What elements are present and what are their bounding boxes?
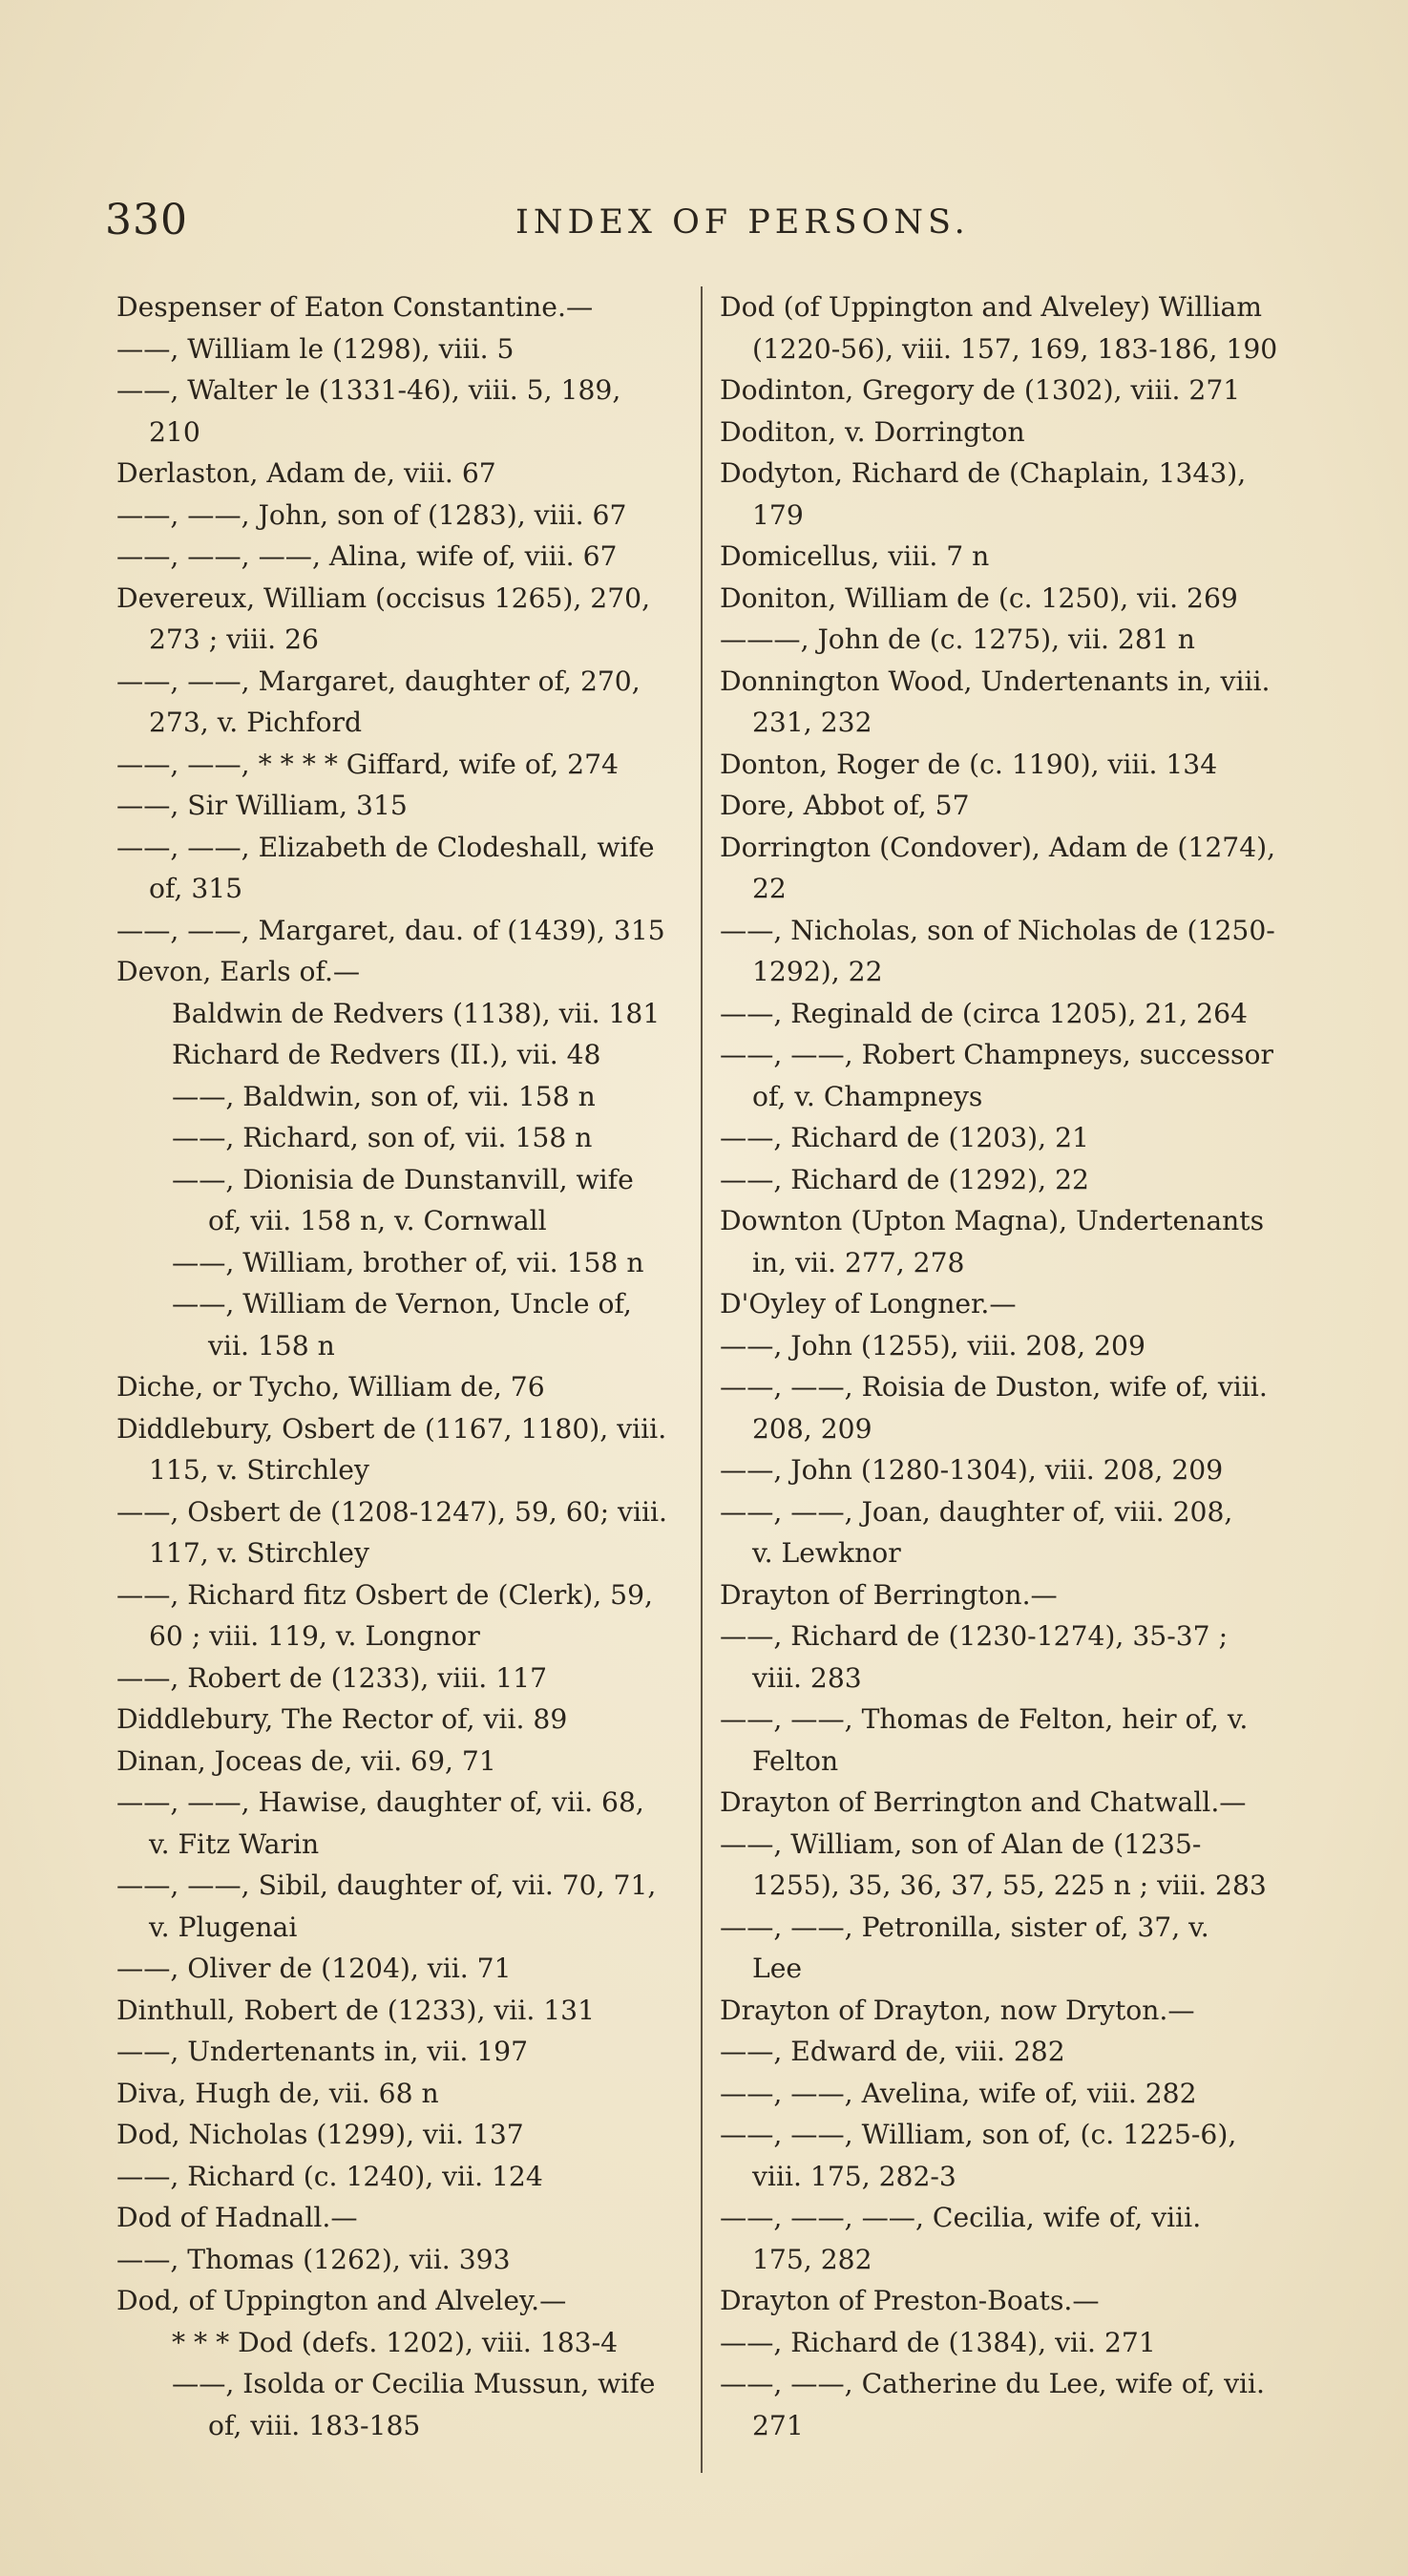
index-entry: ——, Richard (c. 1240), vii. 124 <box>116 2160 543 2192</box>
index-entry: Richard de Redvers (II.), vii. 48 <box>172 1039 601 1070</box>
index-entry: Drayton of Drayton, now Dryton.— <box>720 1994 1195 2026</box>
index-entry: ——, ——, Robert Champneys, successor <box>720 1039 1273 1070</box>
index-entry: v. Lewknor <box>752 1537 901 1569</box>
index-entry: Felton <box>752 1744 839 1777</box>
index-entry: 115, v. Stirchley <box>149 1454 369 1486</box>
index-entry: Dodyton, Richard de (Chaplain, 1343), <box>720 457 1247 489</box>
index-entry: ———, John de (c. 1275), vii. 281 n <box>720 623 1195 655</box>
index-entry: Dore, Abbot of, 57 <box>720 790 970 821</box>
index-entry: ——, ——, Margaret, dau. of (1439), 315 <box>116 914 665 946</box>
index-entry: Diche, or Tycho, William de, 76 <box>116 1371 545 1403</box>
index-entry: 271 <box>752 2409 804 2441</box>
index-entry: Dinthull, Robert de (1233), vii. 131 <box>116 1994 596 2026</box>
index-entry: ——, Baldwin, son of, vii. 158 n <box>172 1080 596 1112</box>
index-entry: ——, Nicholas, son of Nicholas de (1250- <box>720 914 1275 946</box>
index-entry: Lee <box>752 1953 803 1984</box>
index-entry: of, viii. 183-185 <box>208 2409 421 2441</box>
index-entry: Baldwin de Redvers (1138), vii. 181 <box>172 997 661 1029</box>
index-entry: of, v. Champneys <box>752 1080 983 1112</box>
index-entry: ——, ——, Roisia de Duston, wife of, viii. <box>720 1371 1268 1403</box>
index-entry: Doniton, William de (c. 1250), vii. 269 <box>720 581 1238 614</box>
index-entry: Diva, Hugh de, vii. 68 n <box>116 2077 439 2109</box>
index-entry: Drayton of Preston-Boats.— <box>720 2285 1100 2316</box>
index-entry: Dorrington (Condover), Adam de (1274), <box>720 831 1276 863</box>
column-divider <box>701 286 703 2473</box>
index-entry: viii. 283 <box>752 1661 862 1694</box>
index-entry: Donton, Roger de (c. 1190), viii. 134 <box>720 748 1218 780</box>
index-entry: viii. 175, 282-3 <box>752 2160 956 2192</box>
index-entry: Devon, Earls of.— <box>116 956 361 987</box>
page-header <box>105 196 1327 253</box>
index-entry: ——, ——, Catherine du Lee, wife of, vii. <box>720 2368 1266 2399</box>
index-entry: Derlaston, Adam de, viii. 67 <box>116 457 496 489</box>
index-entry: ——, John (1280-1304), viii. 208, 209 <box>720 1454 1224 1486</box>
index-entry: ——, ——, Thomas de Felton, heir of, v. <box>720 1703 1249 1735</box>
index-entry: 175, 282 <box>752 2243 872 2275</box>
index-entry: Dod, Nicholas (1299), vii. 137 <box>116 2119 524 2150</box>
index-entry: Devereux, William (occisus 1265), 270, <box>116 581 651 614</box>
index-entry: Dodinton, Gregory de (1302), viii. 271 <box>720 374 1241 406</box>
index-entry: vii. 158 n <box>208 1329 335 1362</box>
index-entry: ——, ——, John, son of (1283), viii. 67 <box>116 498 627 531</box>
index-entry: 231, 232 <box>752 707 872 738</box>
index-entry: ——, Richard de (1230-1274), 35-37 ; <box>720 1620 1229 1652</box>
index-entry: 1255), 35, 36, 37, 55, 225 n ; viii. 283 <box>752 1869 1267 1901</box>
index-entry: v. Fitz Warin <box>149 1827 320 1860</box>
index-entry: 273, v. Pichford <box>149 707 363 738</box>
index-entry: Downton (Upton Magna), Undertenants <box>720 1205 1265 1236</box>
index-entry: ——, ——, Joan, daughter of, viii. 208, <box>720 1495 1233 1528</box>
left-index-column <box>116 286 675 2446</box>
index-entry: Doditon, v. Dorrington <box>720 415 1025 448</box>
index-entry: Despenser of Eaton Constantine.— <box>116 291 594 323</box>
index-entry: 208, 209 <box>752 1412 872 1445</box>
index-entry: ——, William, son of Alan de (1235- <box>720 1827 1202 1860</box>
index-entry: Dod, of Uppington and Alveley.— <box>116 2285 567 2316</box>
index-entry: D'Oyley of Longner.— <box>720 1288 1017 1320</box>
index-entry: ——, Osbert de (1208-1247), 59, 60; viii. <box>116 1495 667 1528</box>
index-entry: Dod of Hadnall.— <box>116 2202 358 2233</box>
index-entry: of, 315 <box>149 873 243 904</box>
index-entry: ——, Thomas (1262), vii. 393 <box>116 2243 511 2275</box>
index-entry: Domicellus, viii. 7 n <box>720 540 990 572</box>
index-entry: Dinan, Joceas de, vii. 69, 71 <box>116 1744 496 1777</box>
index-entry: ——, Sir William, 315 <box>116 790 408 821</box>
index-entry: v. Plugenai <box>149 1911 298 1943</box>
index-entry: ——, Oliver de (1204), vii. 71 <box>116 1953 512 1984</box>
index-entry: ——, Richard de (1292), 22 <box>720 1163 1089 1195</box>
index-entry: ——, ——, Elizabeth de Clodeshall, wife <box>116 831 655 863</box>
index-entry: 1292), 22 <box>752 956 883 987</box>
index-entry: ——, William, brother of, vii. 158 n <box>172 1246 644 1278</box>
index-entry: 60 ; viii. 119, v. Longnor <box>149 1620 480 1652</box>
index-entry: Diddlebury, Osbert de (1167, 1180), viii. <box>116 1412 667 1445</box>
index-entry: in, vii. 277, 278 <box>752 1246 965 1278</box>
index-entry: ——, Richard de (1203), 21 <box>720 1122 1089 1153</box>
index-entry: 22 <box>752 873 787 904</box>
right-index-column <box>720 286 1291 2446</box>
index-entry: 273 ; viii. 26 <box>149 623 319 655</box>
index-entry: ——, Richard fitz Osbert de (Clerk), 59, <box>116 1578 654 1611</box>
index-entry: ——, ——, * * * * Giffard, wife of, 274 <box>116 748 619 780</box>
index-entry: Drayton of Berrington and Chatwall.— <box>720 1786 1247 1818</box>
index-entry: 179 <box>752 498 804 531</box>
index-entry: (1220-56), viii. 157, 169, 183-186, 190 <box>752 332 1278 365</box>
index-entry: ——, Undertenants in, vii. 197 <box>116 2036 529 2067</box>
index-entry: ——, Dionisia de Dunstanvill, wife <box>172 1163 634 1195</box>
index-entry: ——, ——, Avelina, wife of, viii. 282 <box>720 2077 1197 2109</box>
index-entry: ——, ——, Hawise, daughter of, vii. 68, <box>116 1786 644 1818</box>
index-entry: Diddlebury, The Rector of, vii. 89 <box>116 1703 568 1735</box>
index-entry: ——, Richard, son of, vii. 158 n <box>172 1122 593 1153</box>
index-entry: ——, Isolda or Cecilia Mussun, wife <box>172 2368 656 2399</box>
index-entry: ——, William de Vernon, Uncle of, <box>172 1288 632 1320</box>
index-entry: ——, ——, Margaret, daughter of, 270, <box>116 665 641 697</box>
index-entry: ——, ——, ——, Alina, wife of, viii. 67 <box>116 540 618 572</box>
index-entry: ——, Richard de (1384), vii. 271 <box>720 2326 1156 2358</box>
index-entry: ——, ——, Sibil, daughter of, vii. 70, 71, <box>116 1869 657 1901</box>
index-entry: ——, ——, Petronilla, sister of, 37, v. <box>720 1911 1209 1943</box>
index-entry: Dod (of Uppington and Alveley) William <box>720 291 1262 323</box>
index-entry: of, vii. 158 n, v. Cornwall <box>208 1205 547 1236</box>
running-head: INDEX OF PERSONS. <box>515 203 970 242</box>
index-entry: ——, ——, William, son of, (c. 1225-6), <box>720 2119 1237 2150</box>
index-entry: ——, ——, ——, Cecilia, wife of, viii. <box>720 2202 1202 2233</box>
index-entry: Drayton of Berrington.— <box>720 1578 1058 1611</box>
index-entry: ——, Edward de, viii. 282 <box>720 2036 1065 2067</box>
page-number: 330 <box>105 196 188 244</box>
index-entry: 117, v. Stirchley <box>149 1537 369 1569</box>
index-entry: ——, Walter le (1331-46), viii. 5, 189, <box>116 374 621 406</box>
index-entry: ——, Robert de (1233), viii. 117 <box>116 1661 547 1694</box>
index-entry: Donnington Wood, Undertenants in, viii. <box>720 665 1271 697</box>
index-entry: ——, William le (1298), viii. 5 <box>116 332 515 365</box>
index-entry: ——, Reginald de (circa 1205), 21, 264 <box>720 997 1248 1029</box>
index-entry: 210 <box>149 415 200 448</box>
index-entry: ——, John (1255), viii. 208, 209 <box>720 1329 1145 1362</box>
index-entry: * * * Dod (defs. 1202), viii. 183-4 <box>172 2326 619 2358</box>
